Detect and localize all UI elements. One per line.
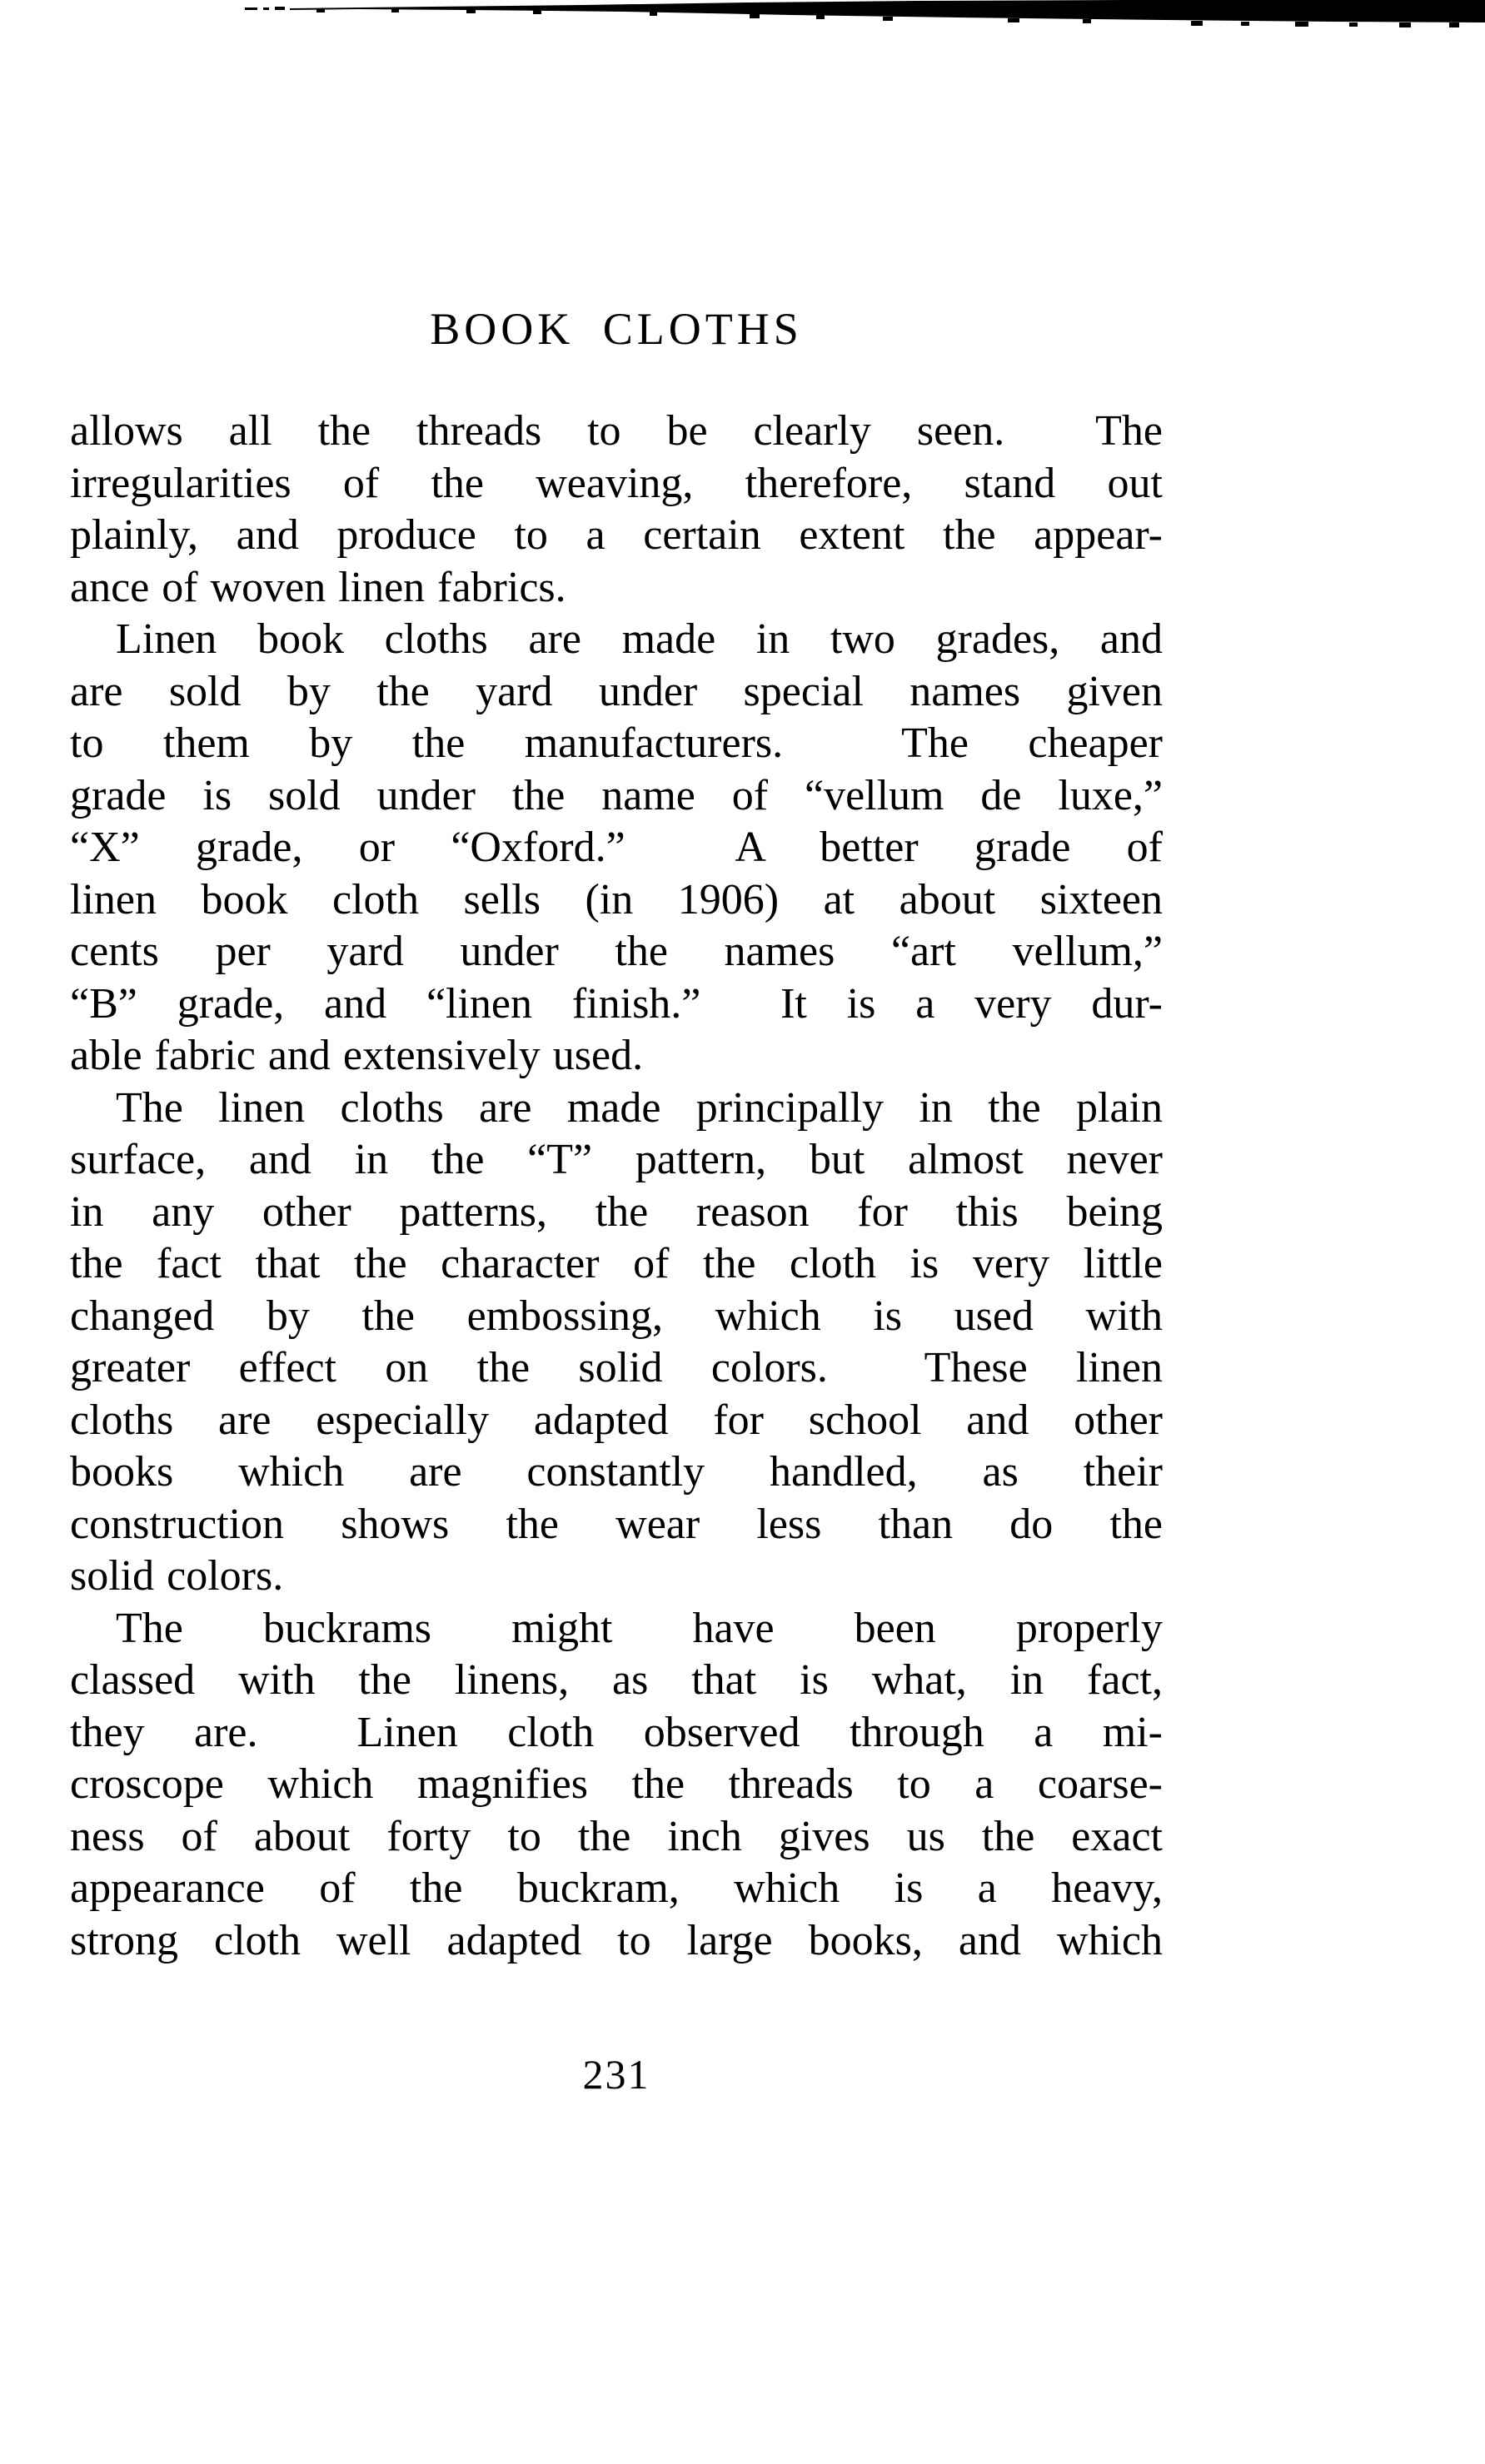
text-line: they are. Linen cloth observed through a mi- — [70, 1708, 1163, 1756]
text-line: strong cloth well adapted to large books, and which — [70, 1916, 1163, 1964]
text-line: The linen cloths are made principally in the plain — [116, 1083, 1163, 1132]
text-line: able fabric and extensively used. — [70, 1032, 644, 1079]
paragraph — [70, 1603, 1163, 1968]
text-line: changed by the embossing, which is used with — [70, 1292, 1163, 1340]
text-line: are sold by the yard under special names given — [70, 667, 1163, 715]
text-line: Linen book cloths are made in two grades, and — [116, 615, 1163, 663]
text-line: construction shows the wear less than do the — [70, 1500, 1163, 1548]
text-line: ness of about forty to the inch gives us the exact — [70, 1812, 1163, 1860]
text-line: surface, and in the “T” pattern, but almost never — [70, 1136, 1163, 1183]
text-line: The buckrams might have been properly — [116, 1604, 1163, 1652]
text-line: grade is sold under the name of “vellum de luxe,” — [70, 771, 1163, 819]
paragraphs-container — [70, 406, 1163, 1967]
page-title: BOOK CLOTHS — [430, 304, 803, 354]
text-line: “B” grade, and “linen finish.” It is a very dur- — [70, 979, 1163, 1028]
text-line: linen book cloth sells (in 1906) at about sixteen — [70, 875, 1163, 923]
text-line: plainly, and produce to a certain extent the appear- — [70, 511, 1163, 559]
scan-streak-artifact — [0, 0, 1485, 35]
text-line: croscope which magnifies the threads to a coarse- — [70, 1760, 1163, 1808]
text-line: ance of woven linen fabrics. — [70, 563, 566, 611]
paragraph — [70, 406, 1163, 614]
paragraph — [70, 614, 1163, 1083]
text-line: the fact that the character of the cloth is very little — [70, 1240, 1163, 1287]
page-number: 231 — [582, 2051, 650, 2098]
text-line: greater effect on the solid colors. These linen — [70, 1344, 1163, 1391]
text-line: irregularities of the weaving, therefore, stand out — [70, 459, 1163, 507]
text-line: in any other patterns, the reason for this being — [70, 1187, 1163, 1236]
text-line: classed with the linens, as that is what, in fact, — [70, 1656, 1163, 1704]
text-line: cloths are especially adapted for school and other — [70, 1396, 1163, 1444]
text-line: books which are constantly handled, as their — [70, 1448, 1163, 1496]
paragraph — [70, 1083, 1163, 1603]
text-line: “X” grade, or “Oxford.” A better grade of — [70, 824, 1163, 871]
text-line: to them by the manufacturers. The cheaper — [70, 719, 1163, 767]
text-line: cents per yard under the names “art vellum,” — [70, 928, 1163, 975]
text-line: allows all the threads to be clearly seen. The — [70, 407, 1163, 455]
text-line: appearance of the buckram, which is a heavy, — [70, 1864, 1163, 1912]
text-line: solid colors. — [70, 1552, 284, 1600]
